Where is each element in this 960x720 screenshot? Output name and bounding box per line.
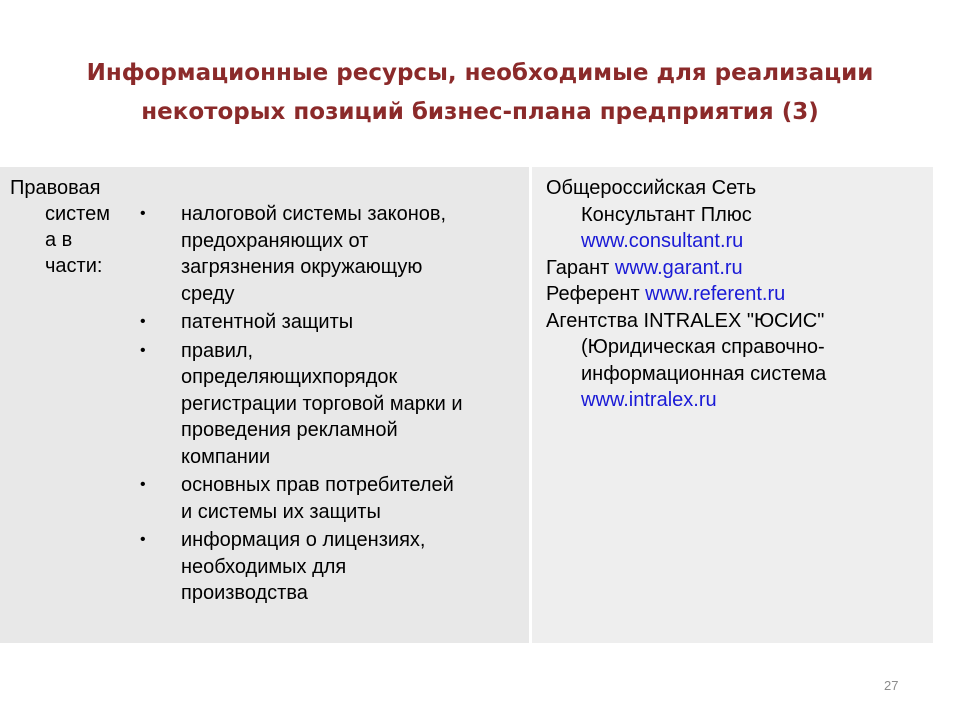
bullet-icon: • [140,531,146,548]
slide-title-line-2: некоторых позиций бизнес-плана предприятия (3) [141,99,819,125]
bullet-text-line: загрязнения окружающую [181,256,423,278]
bullet-text-line: определяющихпорядок [181,366,398,388]
bullet-text-line: производства [181,582,308,604]
resources-list [546,175,931,414]
intralex-line-1: Агентства INTRALEX "ЮСИС" [546,309,825,332]
row-label-line-4: части: [45,255,103,277]
bullet-text-line: регистрации торговой марки и [181,392,463,415]
bullet-text-line: среду [181,282,235,305]
bullet-text-line: проведения рекламной [181,419,398,441]
bullet-icon: • [140,341,146,359]
consultant-line-1: Общероссийская Сеть [546,177,757,199]
intralex-line-3: информационная система [581,362,827,385]
row-label-line-1: Правовая [10,177,101,199]
bullet-text-line: правил, [181,339,254,362]
bullet-icon: • [140,205,146,222]
intralex-line-2: (Юридическая справочно- [581,336,825,358]
row-label-line-3: а в [45,229,73,251]
legal-system-cell [0,167,529,643]
bullet-text-line: предохраняющих от [181,229,369,252]
garant-link[interactable]: www.garant.ru [614,256,743,279]
bullet-text-line: информация о лицензиях, [181,529,426,551]
bullet-item-patent [140,309,525,336]
intralex-link[interactable]: www.intralex.ru [581,389,717,411]
bullet-text-line: необходимых для [181,555,347,578]
bullet-text-line: и системы их защиты [181,500,381,523]
garant-line [546,255,931,282]
bullet-text-line: основных прав потребителей [181,474,454,496]
bullet-text-line: налоговой системы законов, [181,203,447,225]
page-number: 27 [884,678,899,693]
bullet-text-line: компании [181,445,271,468]
referent-link[interactable]: www.referent.ru [645,283,786,305]
slide-title [20,54,940,132]
referent-label: Референт [546,283,646,305]
bullet-item-licenses [140,527,525,607]
consultant-line-2: Консультант Плюс [581,203,752,226]
garant-label: Гарант [546,256,615,279]
resources-table [0,167,933,643]
slide-title-line-1: Информационные ресурсы, необходимые для реализации [86,60,874,86]
bullet-list [140,201,525,609]
row-label [10,175,130,279]
referent-line [546,281,931,308]
bullet-icon: • [140,313,146,330]
consultant-link[interactable]: www.consultant.ru [581,230,744,252]
bullet-item-tax-laws [140,201,525,307]
resources-cell [532,167,933,643]
bullet-icon: • [140,476,146,493]
bullet-item-consumer-rights [140,472,525,525]
bullet-text-line: патентной защиты [181,311,354,333]
row-label-line-2: систем [45,203,110,225]
bullet-item-trademark-rules [140,338,525,471]
